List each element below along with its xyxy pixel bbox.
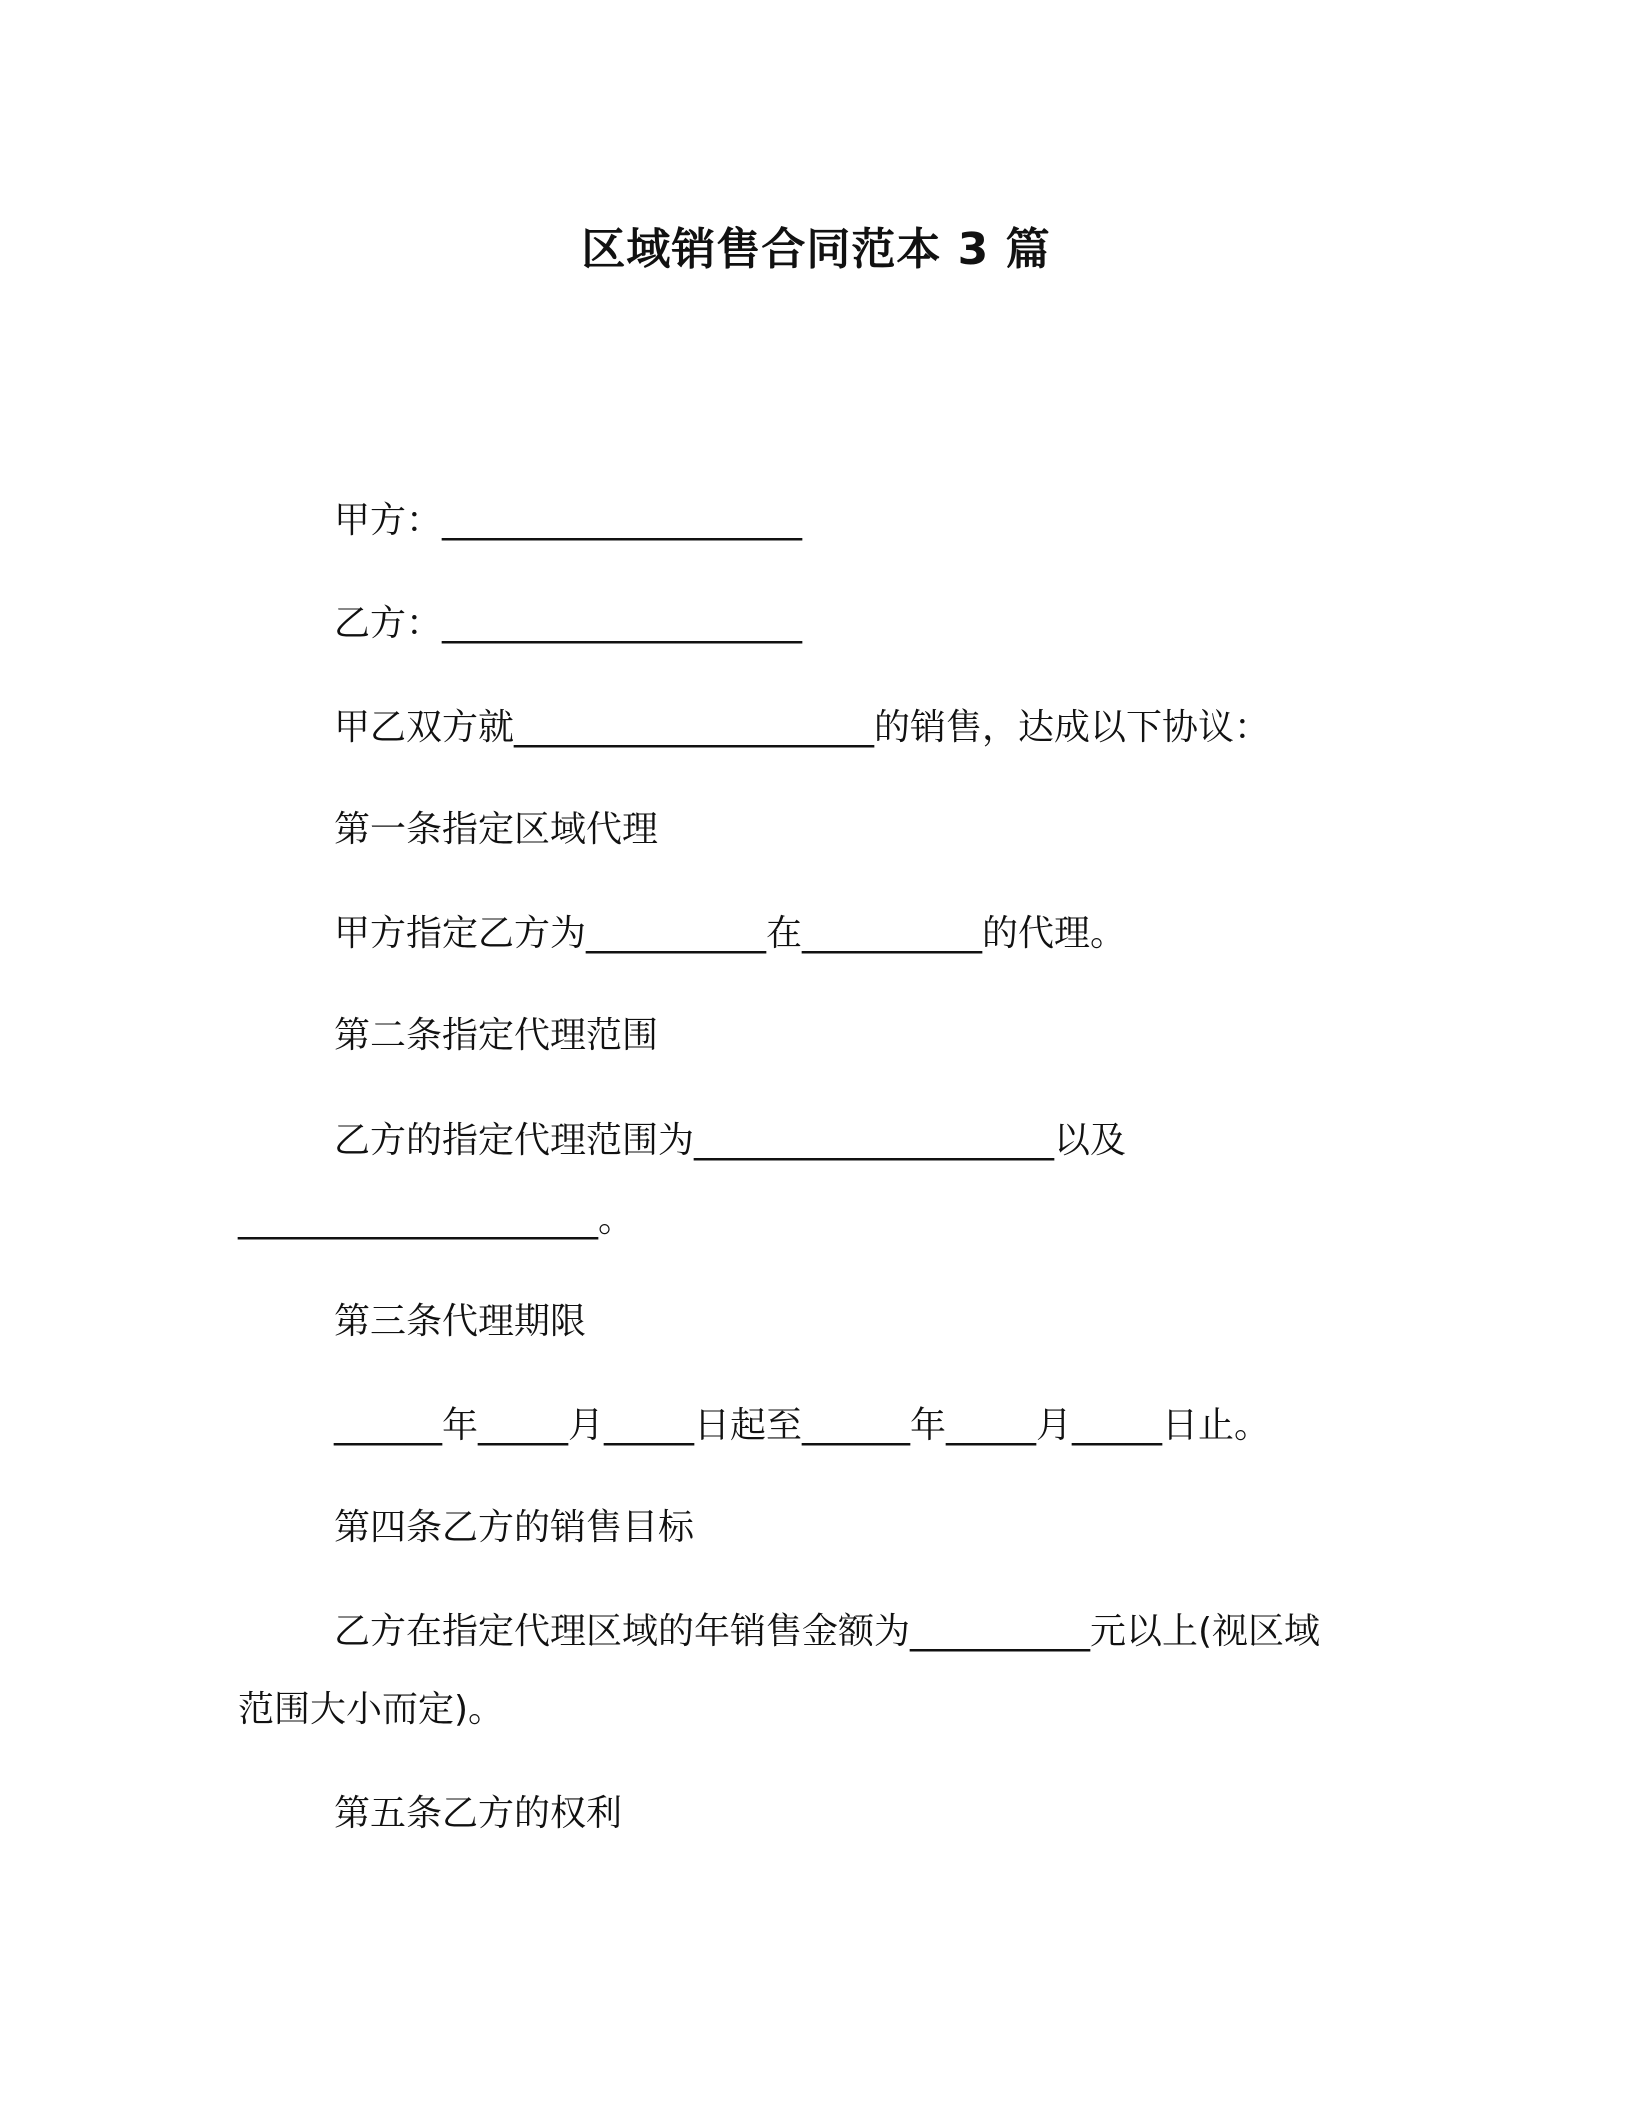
article-4-text: 乙方在指定代理区域的年销售金额为__________元以上(视区域 xyxy=(334,1611,1321,1652)
article-3-heading: 第三条代理期限 xyxy=(334,1301,587,1342)
article-1-text: 甲方指定乙方为__________在__________的代理。 xyxy=(334,913,1127,954)
article-2-text-continued: ____________________。 xyxy=(238,1199,634,1240)
article-5-heading: 第五条乙方的权利 xyxy=(334,1793,623,1834)
article-3-text: ______年_____月_____日起至______年_____月_____日止。 xyxy=(334,1405,1271,1446)
article-4-heading: 第四条乙方的销售目标 xyxy=(334,1507,695,1548)
article-2-heading: 第二条指定代理范围 xyxy=(334,1015,659,1056)
agreement-intro-line: 甲乙双方就____________________的销售，达成以下协议： xyxy=(334,707,1271,748)
article-4-text-continued: 范围大小而定)。 xyxy=(238,1689,505,1730)
article-1-heading: 第一条指定区域代理 xyxy=(334,809,659,850)
article-2-text: 乙方的指定代理范围为____________________以及 xyxy=(334,1120,1127,1161)
party-a-line: 甲方：____________________ xyxy=(334,500,803,541)
party-b-line: 乙方：____________________ xyxy=(334,603,803,644)
document-title: 区域销售合同范本 3 篇 xyxy=(581,224,1051,275)
